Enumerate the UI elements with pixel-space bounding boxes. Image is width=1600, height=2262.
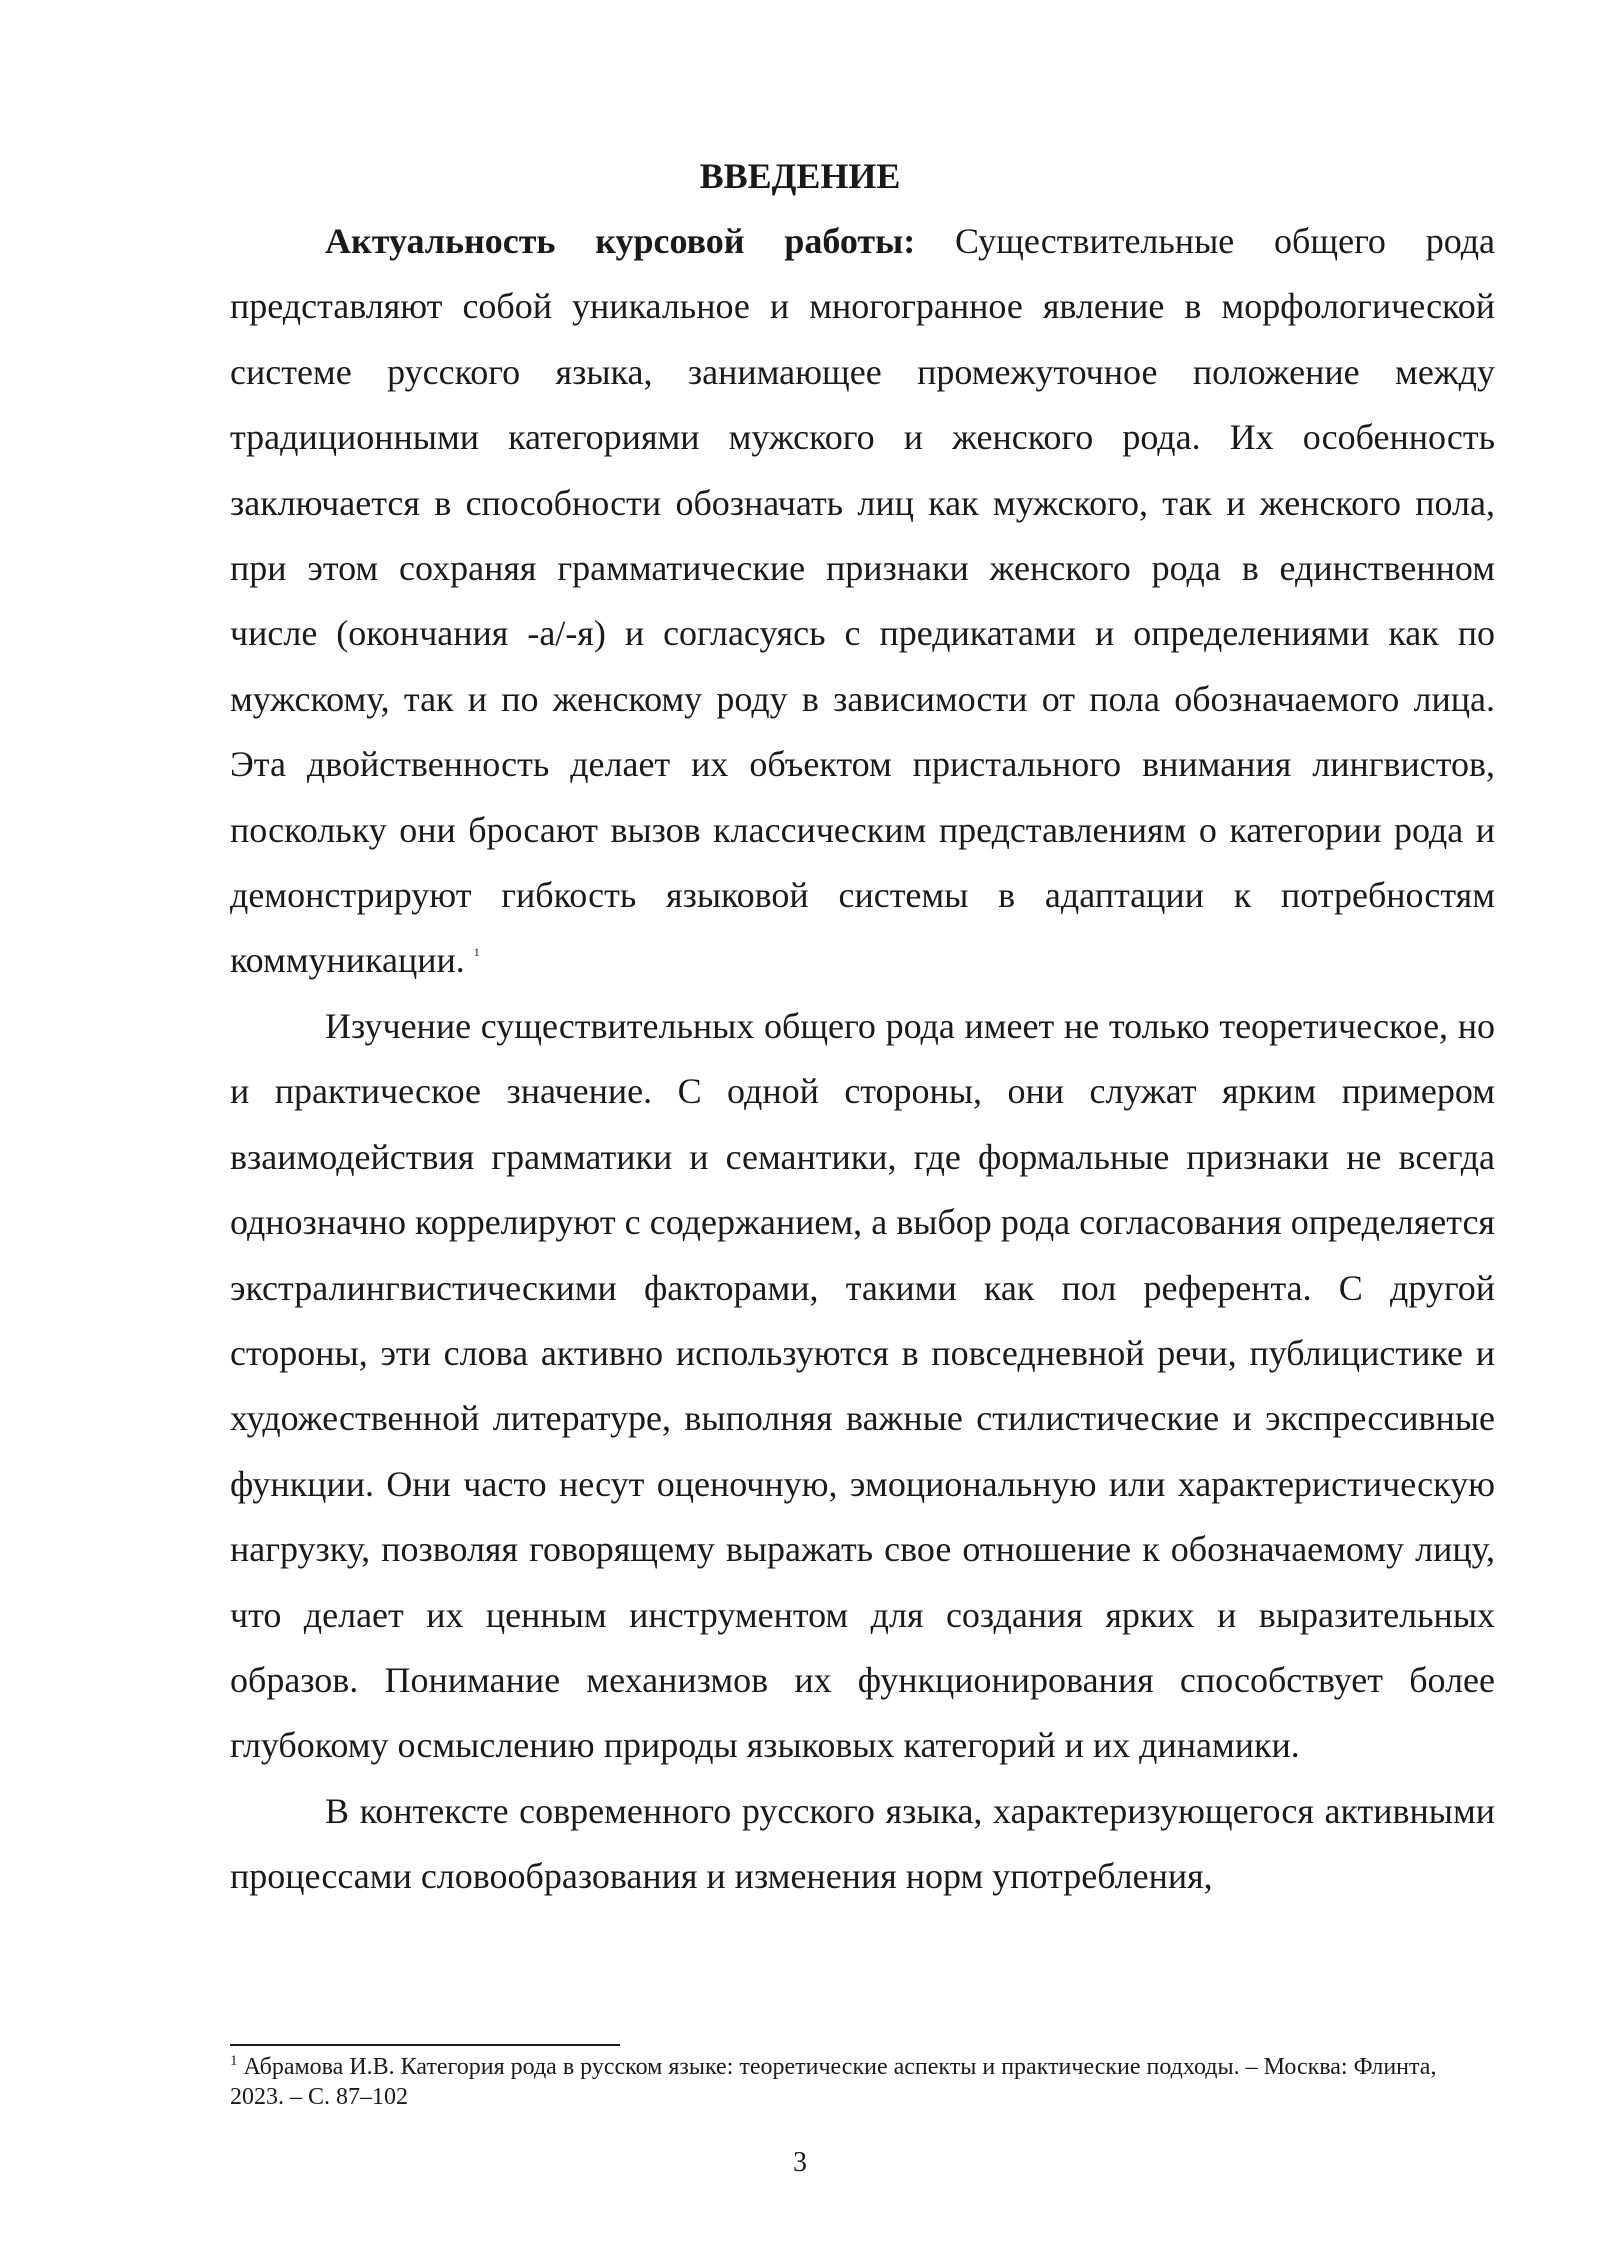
footnote-separator bbox=[230, 2044, 620, 2046]
footnote bbox=[230, 2052, 1495, 2112]
page-number: 3 bbox=[793, 2147, 807, 2178]
footnote-reference[interactable]: 1 bbox=[473, 945, 480, 960]
paragraph-text: Существительные общего рода представляют собой уникальное и многогранное явление в морфологической системе русского языка, занимающее промежуточное положение между традиционными категориями мужского и женского рода. Их особенность заключается в способности обозначать лиц как мужского, так и женского пола, при этом сохраняя грамматические признаки женского рода в единственном числе (окончания -а/-я) и согласуясь с предикатами и определениями как по мужскому, так и по женскому роду в зависимости от пола обозначаемого лица. Эта двойственность делает их объектом пристального внимания лингвистов, поскольку они бросают вызов классическим представлениям о категории рода и демонстрируют гибкость языковой системы в адаптации к потребностям коммуникации. bbox=[230, 221, 1496, 981]
paragraph-2 bbox=[230, 994, 1495, 1779]
paragraph-lead: Актуальность курсовой работы: bbox=[325, 221, 916, 261]
footnote-text: Абрамова И.В. Категория рода в русском языке: теоретические аспекты и практические подходы. – Москва: Флинта, 2023. – С. 87–102 bbox=[230, 2054, 1437, 2110]
page-title: ВВЕДЕНИЕ bbox=[699, 156, 901, 196]
paragraph-text: Изучение существительных общего рода имеет не только теоретическое, но и практическое значение. С одной стороны, они служат ярким примером взаимодействия грамматики и семантики, где формальные признаки не всегда однозначно коррелируют с содержанием, а выбор рода согласования определяется экстралингвистическими факторами, такими как пол референта. С другой стороны, эти слова активно используются в повседневной речи, публицистике и художественной литературе, выполняя важные стилистические и экспрессивные функции. Они часто несут оценочную, эмоциональную или характеристическую нагрузку, позволяя говорящему выражать свое отношение к обозначаемому лицу, что делает их ценным инструментом для создания ярких и выразительных образов. Понимание механизмов их функционирования способствует более глубокому осмыслению природы языковых категорий и их динамики. bbox=[230, 1005, 1495, 1766]
body-text bbox=[230, 209, 1495, 1910]
paragraph-1 bbox=[230, 209, 1495, 994]
paragraph-3 bbox=[230, 1779, 1495, 1910]
footnote-number: 1 bbox=[230, 2053, 238, 2069]
paragraph-text: В контексте современного русского языка, характеризующегося активными процессами словообразования и изменения норм употребления, bbox=[230, 1790, 1495, 1897]
